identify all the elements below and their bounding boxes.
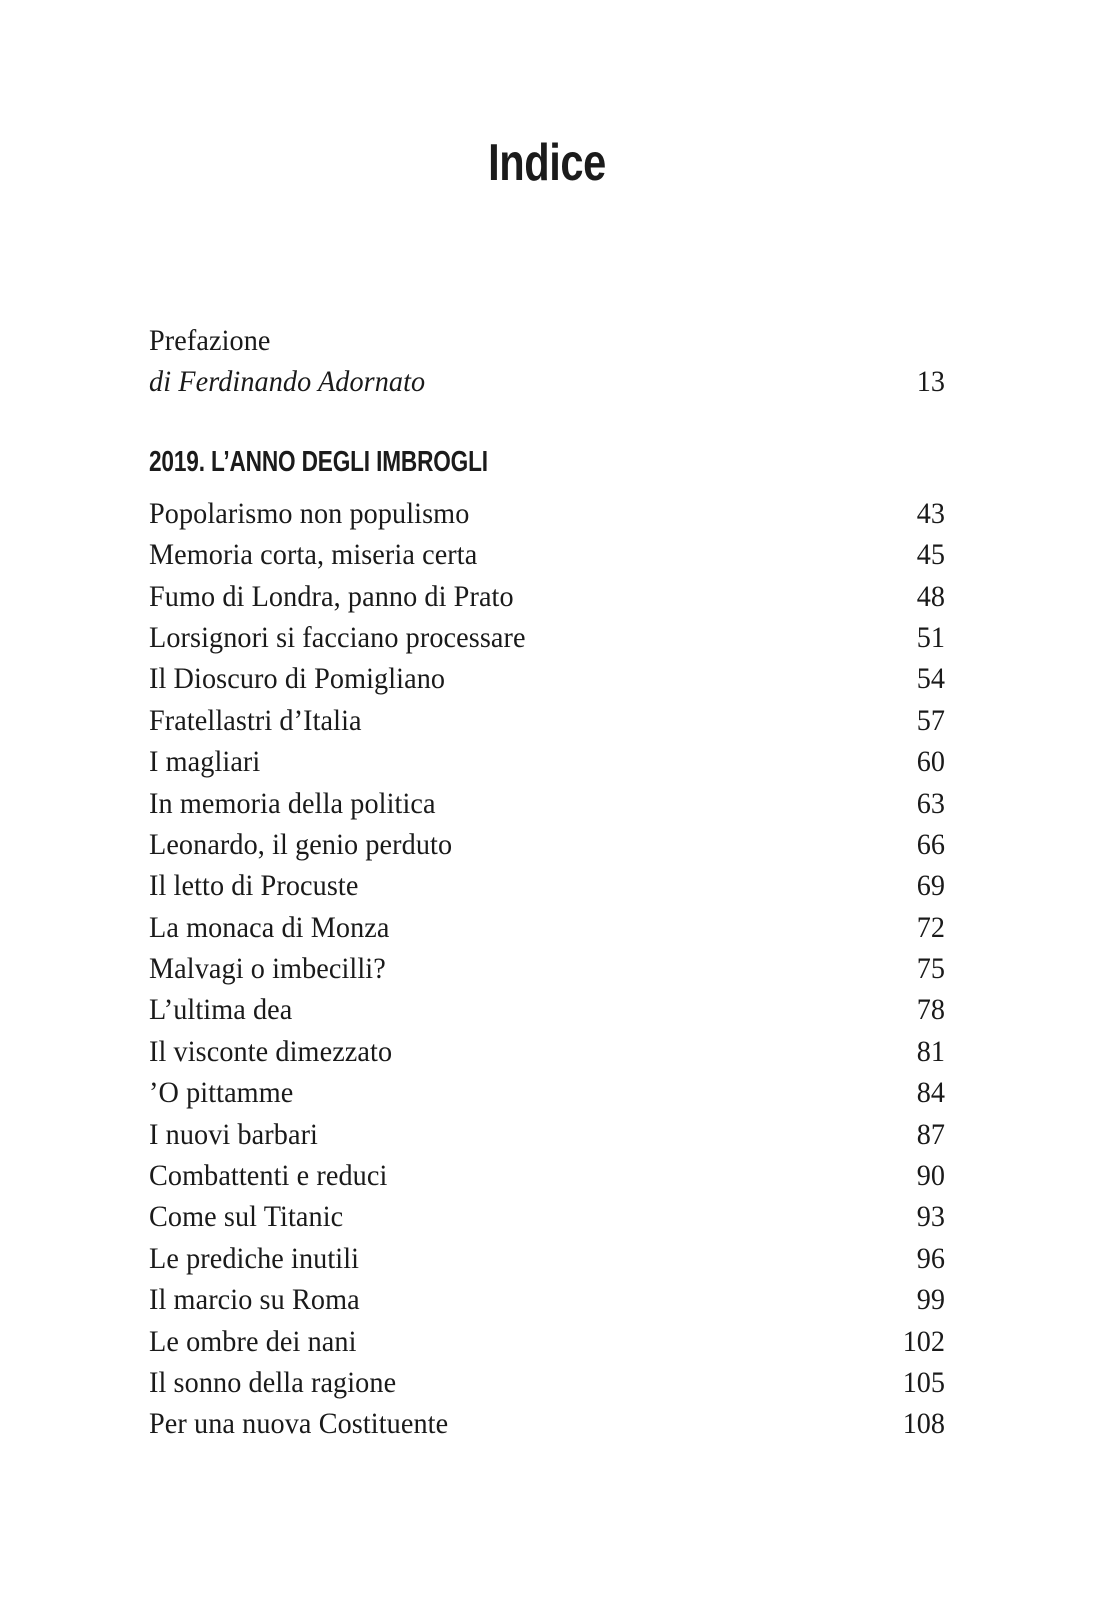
- toc-entry-page-number: 51: [916, 620, 945, 654]
- toc-entry-page-number: 99: [916, 1283, 945, 1317]
- toc-entry-label: Fumo di Londra, panno di Prato: [149, 579, 514, 613]
- toc-entry[interactable]: [149, 1155, 945, 1196]
- toc-entry-label: Il marcio su Roma: [149, 1283, 360, 1317]
- toc-entry[interactable]: [149, 1114, 945, 1155]
- toc-entry[interactable]: [149, 1238, 945, 1279]
- toc-entry-page-number: 84: [916, 1076, 945, 1110]
- toc-entry-page-number: 93: [916, 1200, 945, 1234]
- toc-entry[interactable]: [149, 534, 945, 575]
- toc-entry[interactable]: [149, 989, 945, 1030]
- toc-entry-label: Le ombre dei nani: [149, 1324, 357, 1358]
- toc-entry-label: Come sul Titanic: [149, 1200, 344, 1234]
- page-title: Indice: [488, 134, 606, 192]
- toc-entry-page-number: 78: [916, 993, 945, 1027]
- toc-entry[interactable]: [149, 1072, 945, 1113]
- toc-entry[interactable]: [149, 617, 945, 658]
- preface-page-number: 13: [916, 365, 945, 399]
- toc-entry-label: I nuovi barbari: [149, 1117, 318, 1151]
- toc-entry-preface[interactable]: [149, 320, 945, 403]
- spacer-before-section: [149, 403, 945, 447]
- toc-entry[interactable]: [149, 1321, 945, 1362]
- toc-entry-label: Il letto di Procuste: [149, 869, 359, 903]
- toc-entry-page-number: 63: [916, 786, 945, 820]
- toc-entry-label: Combattenti e reduci: [149, 1159, 388, 1193]
- toc-entry-page-number: 43: [916, 496, 945, 530]
- toc-entry[interactable]: [149, 700, 945, 741]
- toc-entry-page-number: 69: [916, 869, 945, 903]
- toc-entry-page-number: 60: [916, 745, 945, 779]
- toc-entry-label: In memoria della politica: [149, 786, 436, 820]
- toc-entry[interactable]: [149, 865, 945, 906]
- toc-entry[interactable]: [149, 658, 945, 699]
- toc-entry-page-number: 75: [916, 952, 945, 986]
- preface-author: di Ferdinando Adornato: [149, 365, 426, 399]
- toc-entry-label: Malvagi o imbecilli?: [149, 952, 386, 986]
- toc-entry[interactable]: [149, 1362, 945, 1403]
- toc-entry[interactable]: [149, 1196, 945, 1237]
- toc-entry-page-number: 102: [902, 1324, 945, 1358]
- toc-entry-page-number: 57: [916, 703, 945, 737]
- toc-entry[interactable]: [149, 493, 945, 534]
- toc-entry[interactable]: [149, 741, 945, 782]
- toc-entry-page-number: 87: [916, 1117, 945, 1151]
- toc-entry-label: Per una nuova Costituente: [149, 1407, 449, 1441]
- toc-entry-page-number: 90: [916, 1159, 945, 1193]
- toc-entry-label: L’ultima dea: [149, 993, 293, 1027]
- toc-entry-label: Il sonno della ragione: [149, 1366, 397, 1399]
- toc-entry-label: I magliari: [149, 745, 261, 779]
- toc-entry-page-number: 66: [916, 827, 945, 861]
- toc-entry[interactable]: [149, 907, 945, 948]
- preface-title: Prefazione: [149, 324, 271, 357]
- toc-entry[interactable]: [149, 948, 945, 989]
- toc-entry-page-number: 54: [916, 662, 945, 696]
- toc-entry-page-number: 48: [916, 579, 945, 613]
- toc-entry-label: Popolarismo non populismo: [149, 496, 470, 530]
- toc-entry-label: Leonardo, il genio perduto: [149, 827, 453, 861]
- toc-entry-page-number: 81: [916, 1034, 945, 1068]
- toc-entry[interactable]: [149, 824, 945, 865]
- toc-entry-page-number: 108: [902, 1407, 945, 1441]
- toc-entry-label: Il visconte dimezzato: [149, 1034, 393, 1068]
- toc-entry-label: Il Dioscuro di Pomigliano: [149, 662, 446, 696]
- toc-list: [149, 320, 945, 1445]
- toc-entry-label: ’O pittamme: [149, 1076, 294, 1110]
- toc-entry[interactable]: [149, 783, 945, 824]
- toc-entry-page-number: 45: [916, 538, 945, 572]
- toc-entry[interactable]: [149, 1031, 945, 1072]
- toc-entry[interactable]: [149, 1403, 945, 1444]
- toc-entry-page-number: 72: [916, 910, 945, 944]
- section-entries: [149, 493, 945, 1445]
- toc-entry[interactable]: [149, 576, 945, 617]
- spacer-after-section: [149, 477, 945, 493]
- toc-entry-page-number: 105: [902, 1366, 945, 1399]
- toc-entry-page-number: 96: [916, 1241, 945, 1275]
- toc-entry-label: Memoria corta, miseria certa: [149, 538, 478, 572]
- section-heading: 2019. L’ANNO DEGLI IMBROGLI: [149, 445, 488, 478]
- toc-entry-label: Le prediche inutili: [149, 1241, 360, 1275]
- toc-entry-label: La monaca di Monza: [149, 910, 390, 944]
- toc-entry[interactable]: [149, 1279, 945, 1320]
- toc-entry-label: Fratellastri d’Italia: [149, 703, 362, 737]
- toc-entry-label: Lorsignori si facciano processare: [149, 620, 526, 654]
